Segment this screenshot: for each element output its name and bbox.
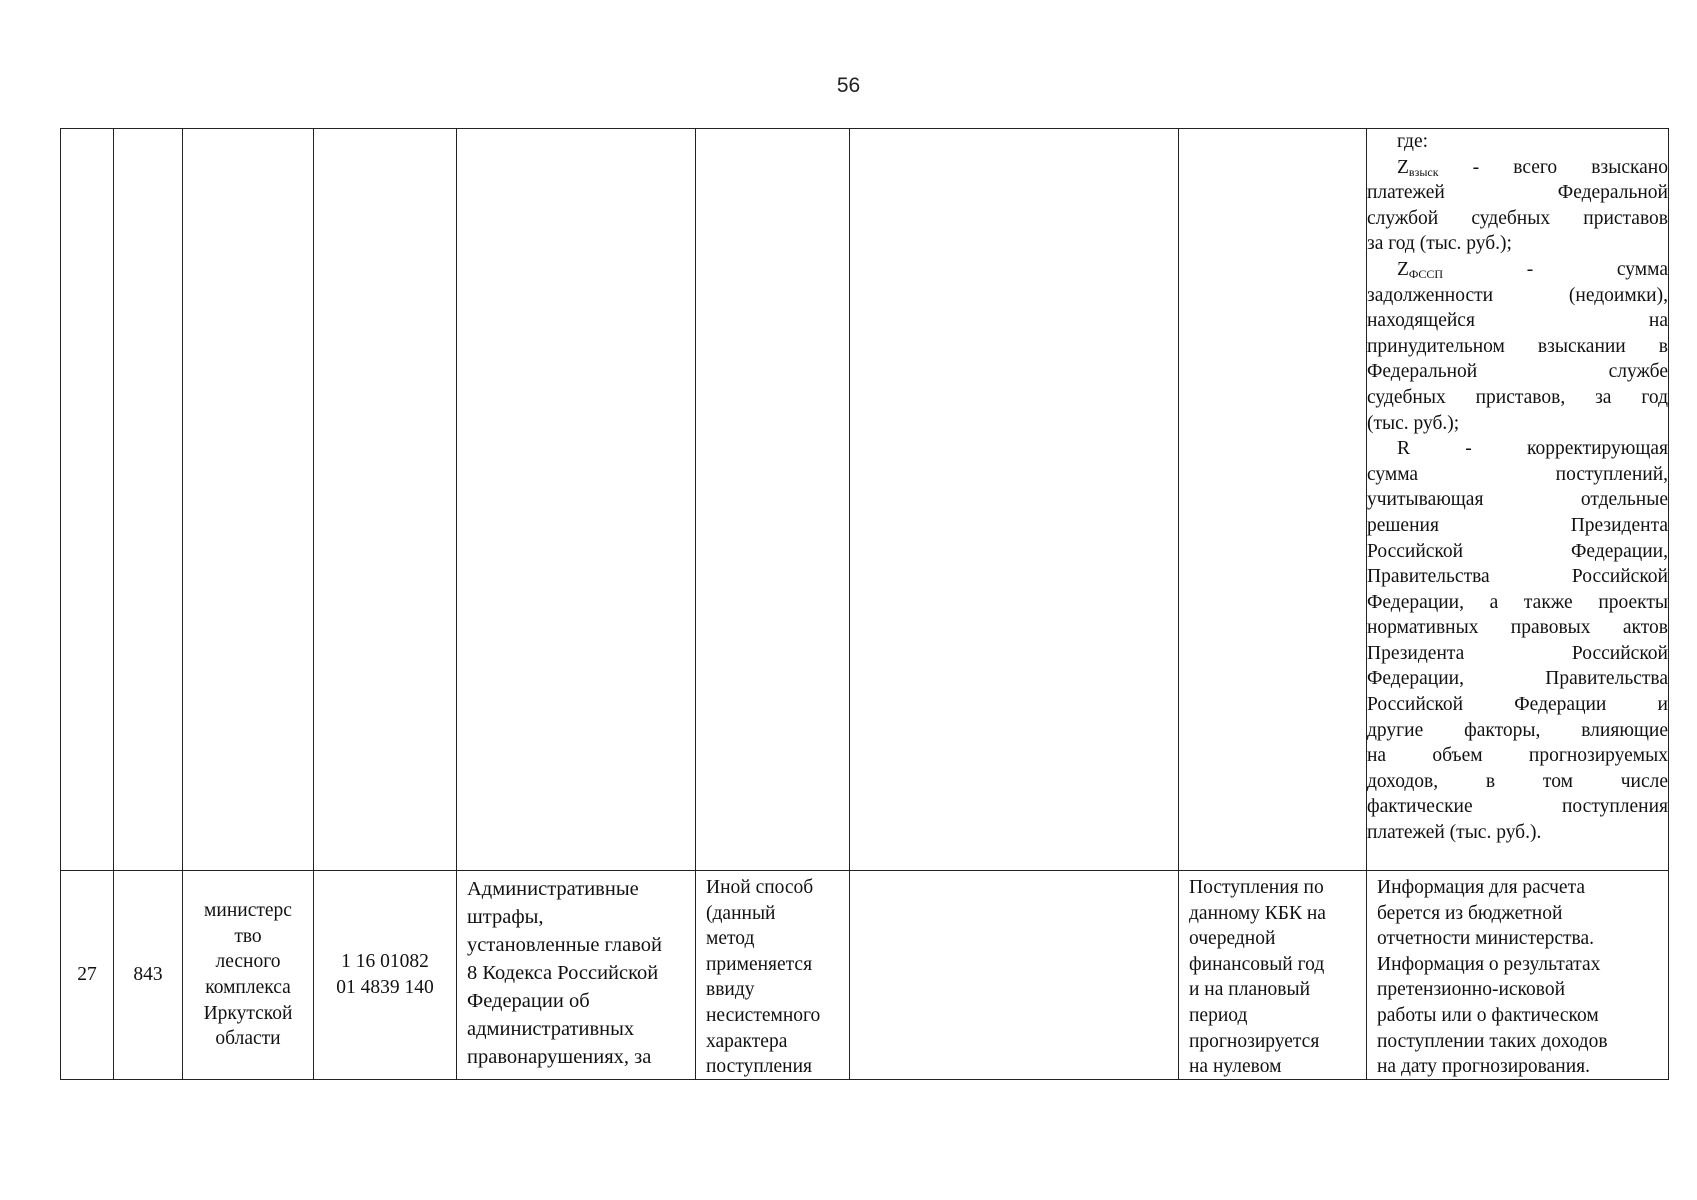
cell-empty xyxy=(183,129,314,871)
page-number: 56 xyxy=(836,74,861,97)
table-row-continuation xyxy=(61,129,1669,871)
cell-empty xyxy=(457,129,696,871)
algorithm-cell: Поступления по данному КБК на очередной финансовый год и на плановый период прогнозируется на нулевом xyxy=(1179,871,1367,1080)
r-definition: R - корректирующая xyxy=(1397,438,1668,460)
revenue-name-cell: Административные штрафы, установленные главой 8 Кодекса Российской Федерации об административных правонарушениях, за xyxy=(457,871,696,1080)
formula-definitions-cell: где: $Z_{взыск}$ - всего взыскано платежей Федеральной службой судебных приставов за год (тыс. руб.); $Z_{ФССП}$ - сумма задолженности (недоимки), находящейся на принудительном взыскании в Федеральной службе судебных приставов, за год (тыс. руб.); R - корректирующая сумма поступлений, учитывающая отдельные решения Президента Российской Федерации, Правительства Российской Федерации, а также проекты нормативных правовых актов Президента Российской Федерации, Правительства Российской Федерации и другие факторы, влияющие на объем прогнозируемых доходов, в том числе фактические поступления платежей (тыс. руб.). xyxy=(1367,129,1669,871)
revenue-forecast-table xyxy=(60,128,1669,1080)
cell-empty xyxy=(114,129,183,871)
organization-cell: министерс тво лесного комплекса Иркутской области xyxy=(183,871,314,1080)
cell-empty xyxy=(850,129,1179,871)
cell-empty xyxy=(314,129,457,871)
where-label: где: xyxy=(1397,131,1429,152)
z-vzysk-definition: $Z_{взыск}$ - всего взыскано xyxy=(1397,156,1668,179)
cell-empty xyxy=(1179,129,1367,871)
cell-empty xyxy=(61,129,114,871)
admin-code-cell: 843 xyxy=(114,871,183,1080)
forecast-method-cell: Иной способ (данный метод применяется ввиду несистемного характера поступления xyxy=(696,871,850,1080)
cell-empty xyxy=(696,129,850,871)
row-number-cell: 27 xyxy=(61,871,114,1080)
info-source-cell: Информация для расчета берется из бюджетной отчетности министерства. Информация о результатах претензионно-исковой работы или о фактическом поступлении таких доходов на дату прогнозирования. xyxy=(1367,871,1669,1080)
kbk-cell: 1 16 01082 01 4839 140 xyxy=(314,871,457,1080)
z-fssp-definition: $Z_{ФССП}$ - сумма xyxy=(1397,258,1668,281)
table-row-27 xyxy=(61,871,1669,1080)
formula-cell xyxy=(850,871,1179,1080)
